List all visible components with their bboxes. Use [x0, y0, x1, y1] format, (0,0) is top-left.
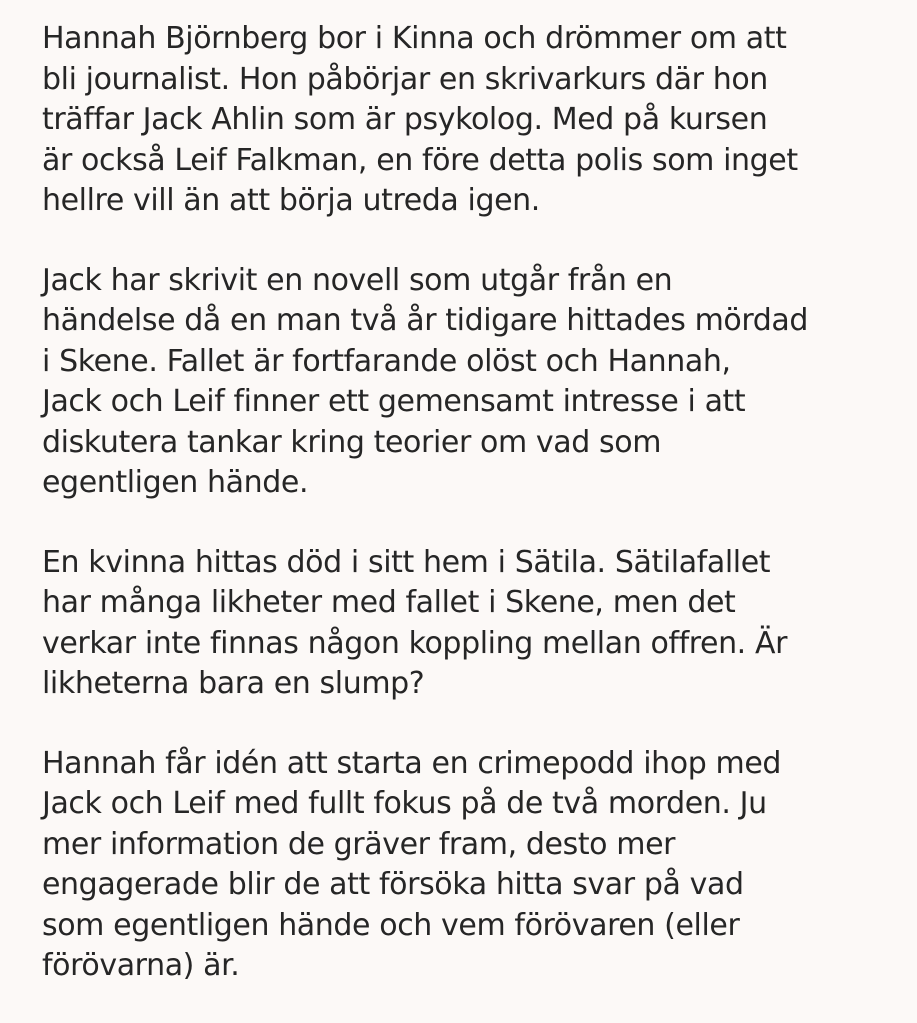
paragraph-line: engagerade blir de att försöka hitta svar på vad	[42, 867, 744, 902]
paragraph-line: mer information de gräver fram, desto mer	[42, 826, 676, 862]
paragraph-2	[42, 261, 887, 504]
paragraph-3	[42, 543, 887, 705]
paragraph-1	[42, 19, 887, 222]
paragraph-line: En kvinna hittas död i sitt hem i Sätila. Sätilafallet	[42, 544, 771, 580]
paragraph-line: är också Leif Falkman, en före detta polis som inget	[42, 142, 798, 178]
paragraph-line: Hannah får idén att starta en crimepodd ihop med	[42, 745, 782, 781]
paragraph-line: förövarna) är.	[42, 948, 240, 983]
paragraph-4	[42, 744, 887, 987]
paragraph-line: träffar Jack Ahlin som är psykolog. Med på kursen	[42, 102, 768, 137]
paragraph-line: i Skene. Fallet är fortfarande olöst och Hannah,	[42, 343, 731, 379]
paragraph-line: likheterna bara en slump?	[42, 666, 425, 701]
paragraph-line: bli journalist. Hon påbörjar en skrivarkurs där hon	[42, 61, 768, 97]
paragraph-line: hellre vill än att börja utreda igen.	[42, 183, 540, 218]
paragraph-line: Jack och Leif finner ett gemensamt intresse i att	[42, 384, 746, 419]
paragraph-line: egentligen hände.	[42, 465, 309, 500]
paragraph-line: händelse då en man två år tidigare hittades mördad	[42, 303, 809, 338]
paragraph-line: Jack har skrivit en novell som utgår från en	[42, 262, 673, 298]
paragraph-line: diskutera tankar kring teorier om vad som	[42, 424, 662, 460]
paragraph-line: Hannah Björnberg bor i Kinna och drömmer om att	[42, 21, 787, 56]
paragraph-line: Jack och Leif med fullt fokus på de två morden. Ju	[42, 786, 767, 821]
paragraph-line: verkar inte finnas någon koppling mellan offren. Är	[42, 625, 788, 661]
paragraph-line: har många likheter med fallet i Skene, men det	[42, 585, 736, 620]
paragraph-line: som egentligen hände och vem förövaren (eller	[42, 907, 740, 943]
